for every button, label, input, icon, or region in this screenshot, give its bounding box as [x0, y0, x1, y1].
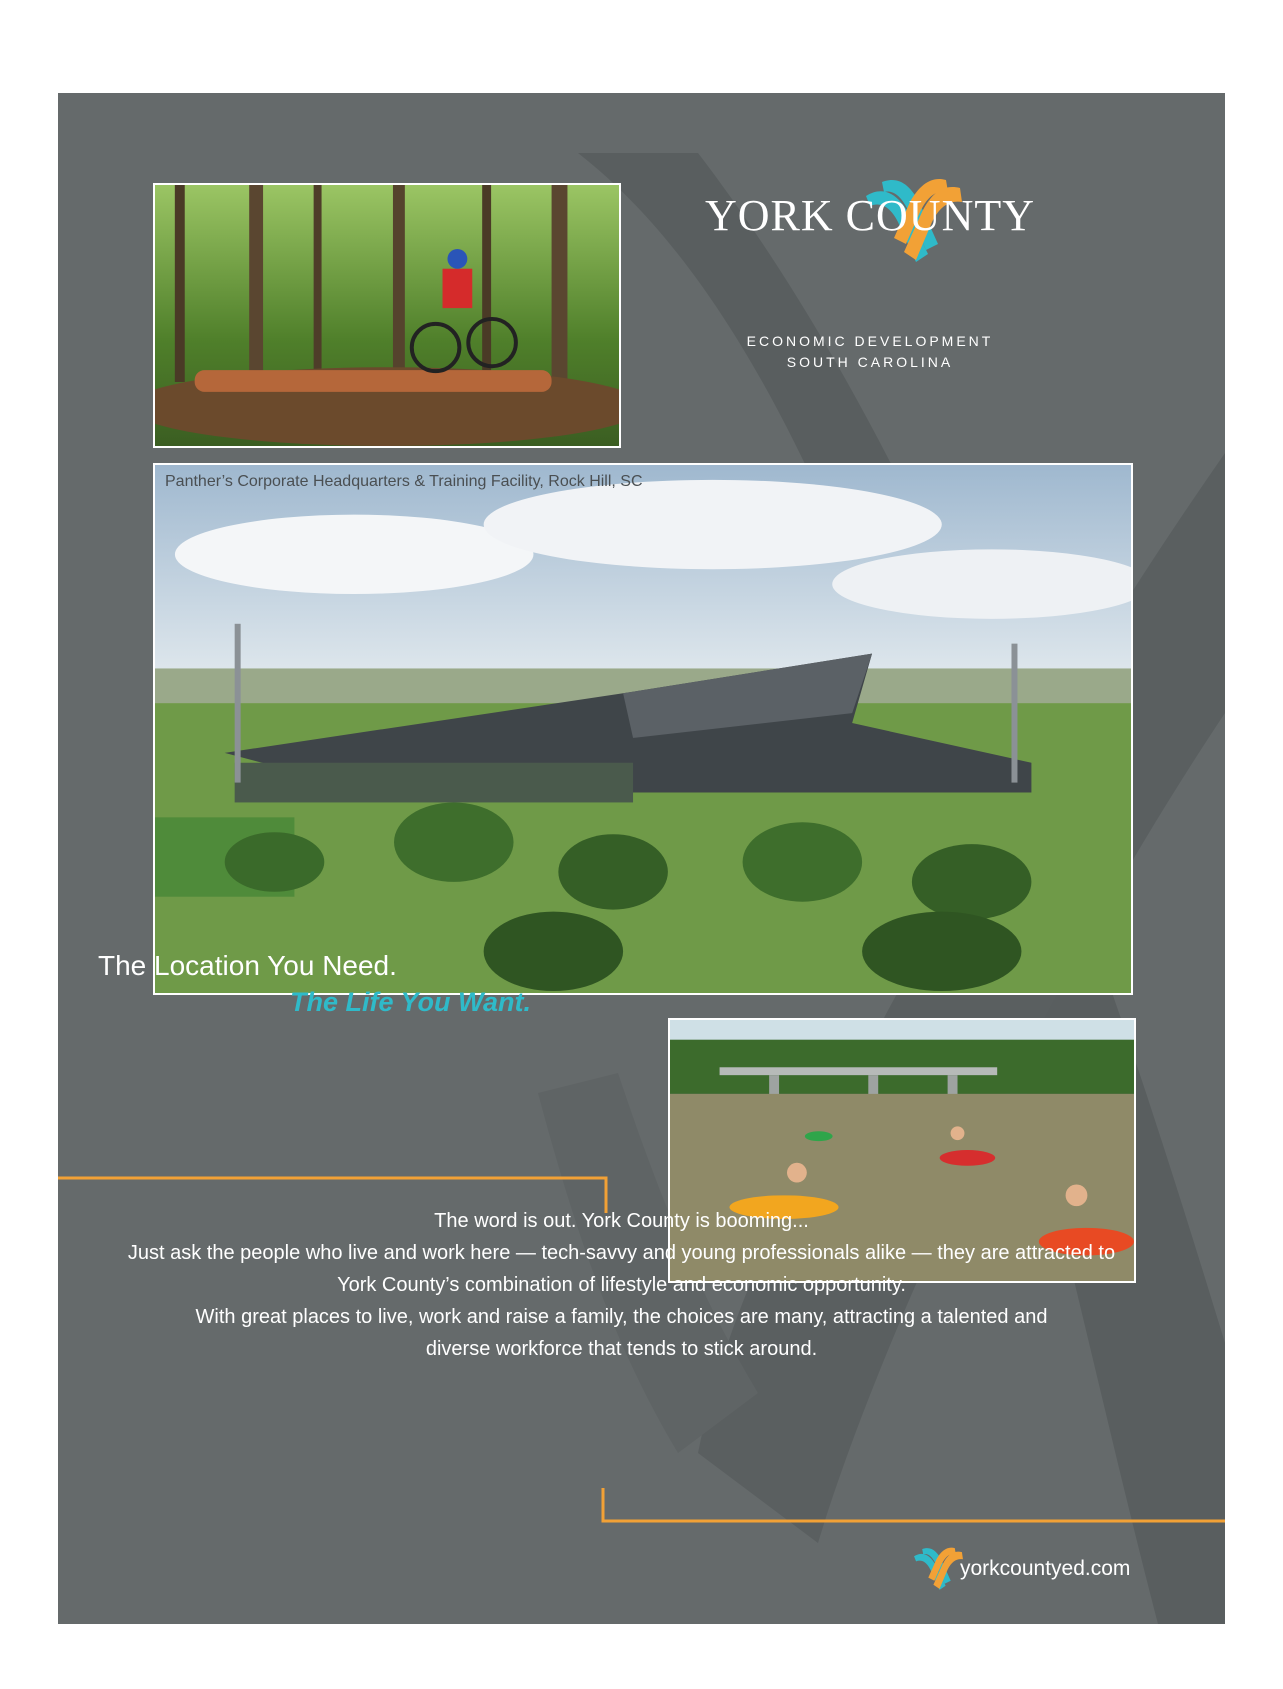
body-paragraph-1: The word is out. York County is booming... — [434, 1210, 809, 1232]
stadium-photo — [153, 463, 1133, 995]
body-paragraph-2: Just ask the people who live and work here — tech-savvy and young professionals alike — they are attracted to York County’s combination of lifestyle and economic opportunity. — [127, 1242, 1116, 1296]
tagline-secondary: The Life You Want. — [290, 987, 532, 1017]
body-copy — [58, 1205, 1185, 1365]
brand-subtitle-2: SOUTH CAROLINA — [786, 354, 954, 370]
tagline-primary: The Location You Need. — [98, 950, 397, 981]
stadium-caption: Panther’s Corporate Headquarters & Training Facility, Rock Hill, SC — [165, 473, 643, 490]
brand-name: YORK COUNTY — [705, 191, 1035, 240]
brand-subtitle-1: ECONOMIC DEVELOPMENT — [746, 333, 994, 349]
body-paragraph-3: With great places to live, work and raise a family, the choices are many, attracting a talented and diverse workforce that tends to stick around. — [195, 1306, 1048, 1360]
footer-logo-icon — [912, 1546, 966, 1594]
website-url[interactable]: yorkcountyed.com — [960, 1557, 1131, 1580]
mountain-bike-photo — [153, 183, 621, 448]
